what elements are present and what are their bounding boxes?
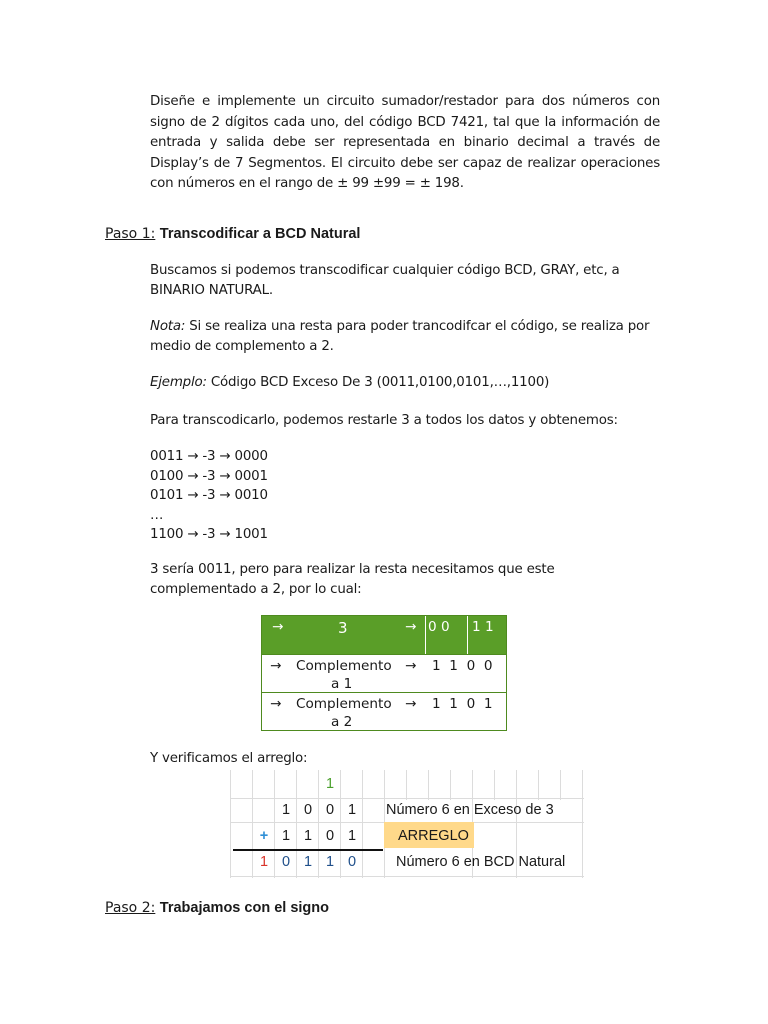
row-label-line1: Complemento — [296, 658, 392, 674]
grid-line — [230, 876, 584, 877]
arrow-icon: → — [405, 619, 417, 635]
header-divider — [467, 616, 468, 654]
example-paragraph — [150, 373, 665, 393]
row-label-line2: a 2 — [331, 714, 353, 730]
row2-digit: 1 — [347, 828, 357, 844]
step1-title: Transcodificar a BCD Natural — [159, 226, 361, 242]
result-digit: 1 — [303, 854, 313, 870]
row2-digit: 1 — [303, 828, 313, 844]
complement-row-1 — [262, 654, 506, 692]
conversion-list — [150, 447, 350, 545]
example-text: Código BCD Exceso De 3 (0011,0100,0101,…,1100) — [206, 375, 550, 390]
result-digit: 1 — [325, 854, 335, 870]
arrow-icon: → — [270, 696, 282, 712]
row2-digit: 0 — [325, 828, 335, 844]
grid-line — [296, 770, 297, 878]
grid-line — [494, 770, 495, 800]
arrow-icon: → — [405, 658, 417, 674]
row1-digit: 1 — [347, 802, 357, 818]
row1-digit: 1 — [281, 802, 291, 818]
header-bits-a: 0 0 — [428, 619, 450, 635]
arrow-icon: → — [270, 658, 282, 674]
grid-line — [560, 770, 561, 800]
row-bits: 1 1 0 1 — [432, 696, 493, 712]
complement-row-2 — [262, 692, 506, 730]
intro-paragraph: Diseñe e implemente un circuito sumador/restador para dos números con signo de 2 dígitos cada uno, del código BCD 7421, tal que la información de entrada y salida debe ser representada en binario decimal a través de Display’s de 7 Segmentos. El circuito debe ser capaz de realizar operaciones con números en el rango de ± 99 ±99 = ± 198. — [150, 94, 660, 191]
grid-line — [318, 770, 319, 878]
row-label-line1: Complemento — [296, 696, 392, 712]
header-number: 3 — [338, 619, 348, 637]
step2-title: Trabajamos con el signo — [159, 900, 329, 916]
conversion-line: 1100 → -3 → 1001 — [150, 527, 268, 542]
step2-label: Paso 2: — [105, 900, 156, 916]
grid-line — [538, 770, 539, 800]
conversion-line: 0011 → -3 → 0000 — [150, 449, 268, 464]
transcode-paragraph: Buscamos si podemos transcodificar cualquier código BCD, GRAY, etc, a BINARIO NATURAL. — [150, 263, 620, 298]
grid-line — [230, 770, 231, 878]
row2-label: ARREGLO — [398, 828, 469, 844]
sum-line — [233, 849, 383, 851]
plus-sign: + — [259, 828, 269, 844]
header-bits-b: 1 1 — [472, 619, 494, 635]
step2-heading — [105, 898, 329, 918]
result-digit: 0 — [347, 854, 357, 870]
grid-line — [274, 770, 275, 878]
note-text: Si se realiza una resta para poder trancodifcar el código, se realiza por medio de complemento a 2. — [150, 319, 650, 354]
arrow-icon: → — [405, 696, 417, 712]
three-paragraph: 3 sería 0011, pero para realizar la resta necesitamos que este complementado a 2, por lo cual: — [150, 562, 555, 597]
result-label: Número 6 en BCD Natural — [396, 854, 566, 870]
sum-grid — [230, 770, 584, 878]
step1-heading — [105, 224, 360, 244]
example-label: Ejemplo: — [150, 375, 207, 390]
row1-digit: 0 — [325, 802, 335, 818]
header-divider — [425, 616, 426, 654]
conversion-ellipsis: … — [150, 507, 164, 523]
step1-label: Paso 1: — [105, 226, 156, 242]
conversion-line: 0101 → -3 → 0010 — [150, 488, 268, 503]
complement-table-header — [262, 616, 506, 654]
carry-digit: 1 — [325, 776, 335, 792]
row-label-line2: a 1 — [331, 676, 353, 692]
grid-line — [406, 770, 407, 800]
transcode-method-paragraph: Para transcodicarlo, podemos restarle 3 a todos los datos y obtenemos: — [150, 413, 618, 428]
conversion-line: 0100 → -3 → 0001 — [150, 468, 268, 484]
grid-line — [428, 770, 429, 800]
verify-paragraph: Y verificamos el arreglo: — [150, 751, 308, 766]
note-label: Nota: — [150, 319, 186, 334]
row-bits: 1 1 0 0 — [432, 658, 493, 674]
grid-line — [252, 770, 253, 878]
row2-digit: 1 — [281, 828, 291, 844]
complement-table — [261, 615, 507, 731]
result-carry-digit: 1 — [259, 854, 269, 870]
row1-digit: 0 — [303, 802, 313, 818]
grid-line — [450, 770, 451, 800]
grid-line — [340, 770, 341, 878]
result-digit: 0 — [281, 854, 291, 870]
row1-label: Número 6 en Exceso de 3 — [386, 802, 554, 818]
arrow-icon: → — [272, 619, 284, 635]
grid-line — [230, 798, 584, 799]
note-paragraph — [150, 317, 665, 357]
grid-line — [362, 770, 363, 878]
